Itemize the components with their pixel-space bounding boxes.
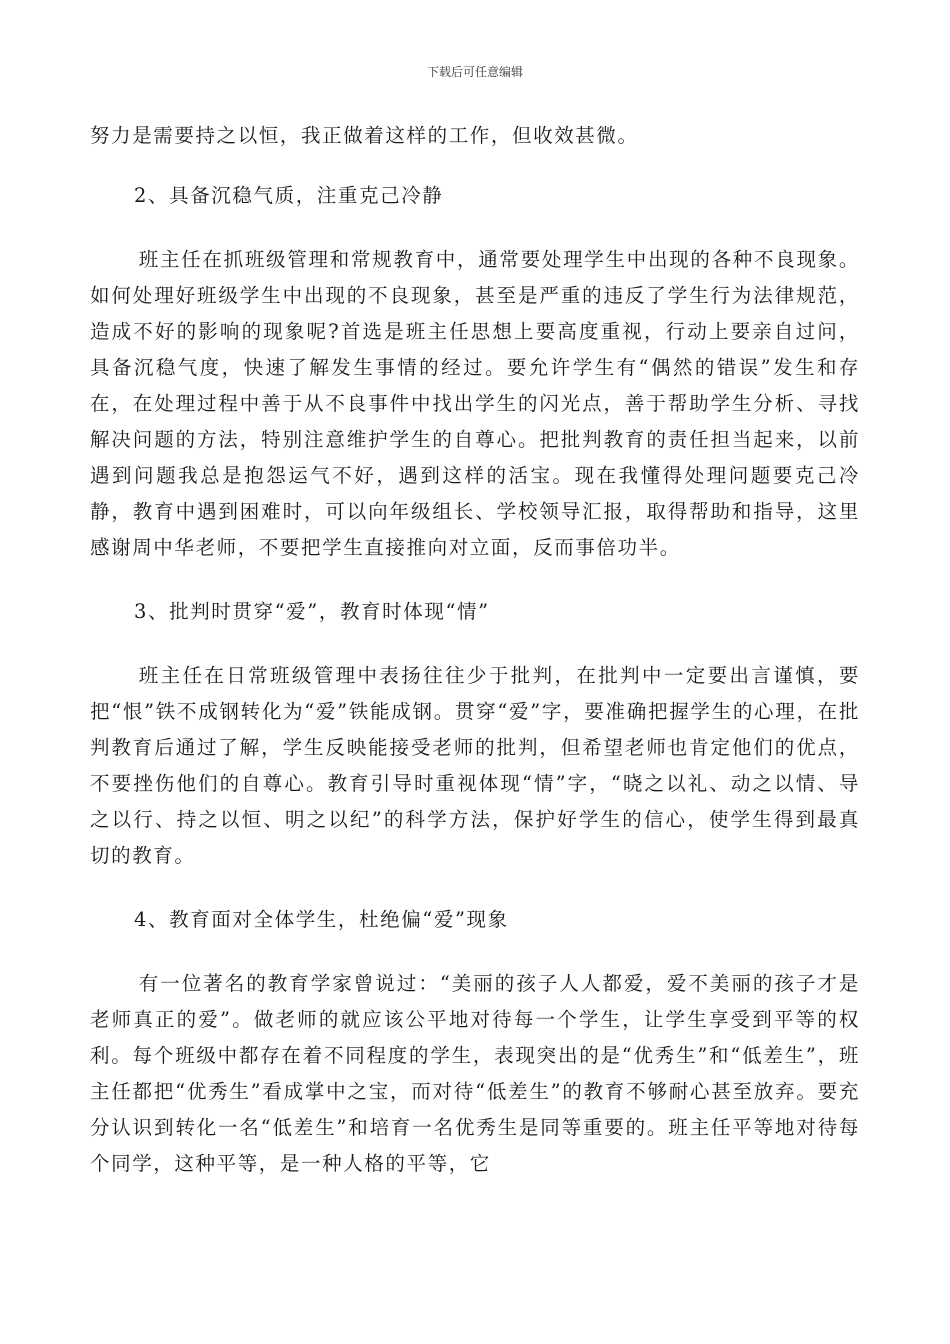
document-body [90,118,860,1210]
body-paragraph: 有一位著名的教育学家曾说过：“美丽的孩子人人都爱，爱不美丽的孩子才是老师真正的爱”。做老师的就应该公平地对待每一个学生，让学生享受到平等的权利。每个班级中都存在着不同程度的学生，表现突出的是“优秀生”和“低差生”，班主任都把“优秀生”看成掌中之宝，而对待“低差生”的教育不够耐心甚至放弃。要充分认识到转化一名“低差生”和培育一名优秀生是同等重要的。班主任平等地对待每个同学，这种平等，是一种人格的平等，它 [90,972,860,1175]
section-heading-4: 4、教育面对全体学生，杜绝偏“爱”现象 [134,908,509,931]
body-paragraph: 班主任在抓班级管理和常规教育中，通常要处理学生中出现的各种不良现象。如何处理好班级学生中出现的不良现象，甚至是严重的违反了学生行为法律规范，造成不好的影响的现象呢?首选是班主任思想上要高度重视，行动上要亲自过问，具备沉稳气度，快速了解发生事情的经过。要允许学生有“偶然的错误”发生和存在，在处理过程中善于从不良事件中找出学生的闪光点，善于帮助学生分析、寻找解决问题的方法，特别注意维护学生的自尊心。把批判教育的责任担当起来，以前遇到问题我总是抱怨运气不好，遇到这样的活宝。现在我懂得处理问题要克己冷静，教育中遇到困难时，可以向年级组长、学校领导汇报，取得帮助和指导，这里感谢周中华老师，不要把学生直接推向对立面，反而事倍功半。 [90,248,860,559]
section-heading-3: 3、批判时贯穿“爱”，教育时体现“情” [134,600,490,623]
paragraph-continued: 努力是需要持之以恒，我正做着这样的工作，但收效甚微。 [90,124,639,147]
body-paragraph: 班主任在日常班级管理中表扬往往少于批判，在批判中一定要出言谨慎，要把“恨”铁不成钢转化为“爱”铁能成钢。贯穿“爱”字，要准确把握学生的心理，在批判教育后通过了解，学生反映能接受老师的批判，但希望老师也肯定他们的优点，不要挫伤他们的自尊心。教育引导时重视体现“情”字，“晓之以礼、动之以情、导之以行、持之以恒、明之以纪”的科学方法，保护好学生的信心，使学生得到最真切的教育。 [90,664,860,867]
page-header: 下载后可任意编辑 [426,65,523,79]
section-heading-2: 2、具备沉稳气质，注重克己冷静 [134,184,444,207]
